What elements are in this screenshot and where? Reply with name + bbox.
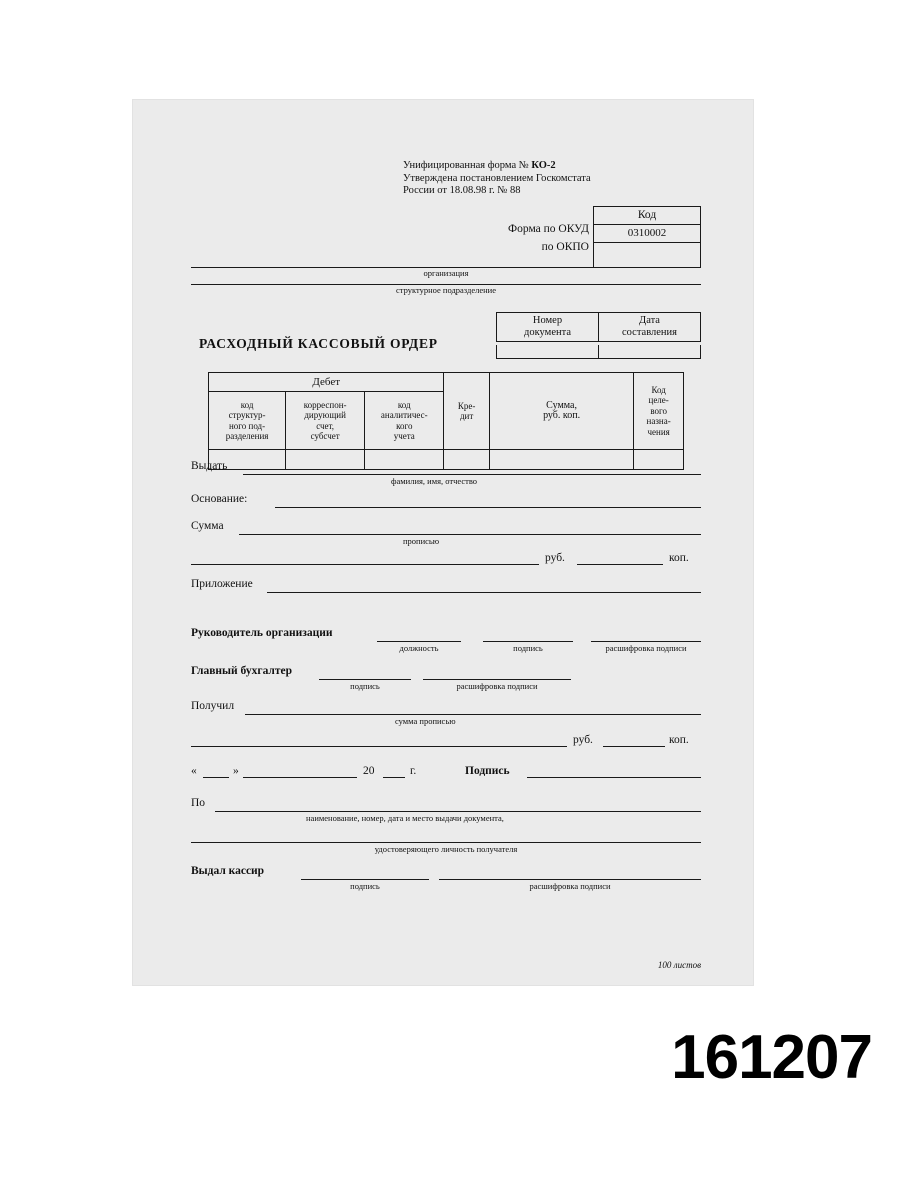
- field-issue-to: [191, 460, 701, 486]
- purpose-l3: вого: [650, 405, 667, 416]
- head-of-organization-label: Руководитель организации: [191, 627, 333, 639]
- doc-date-header-l2: составления: [622, 327, 677, 338]
- doc-number-value[interactable]: [496, 345, 599, 359]
- received-rub-rule[interactable]: [191, 746, 567, 747]
- debet-header: Дебет: [209, 373, 444, 392]
- column-header-amount: [489, 373, 633, 450]
- sheet-count-note: 100 листов: [657, 960, 701, 970]
- head-name-caption: расшифровка подписи: [605, 643, 687, 653]
- cashier-label: Выдал кассир: [191, 865, 265, 877]
- doc-number-header-l1: Номер: [532, 315, 563, 326]
- received-kop-rule[interactable]: [603, 746, 665, 747]
- head-position-rule[interactable]: [377, 641, 461, 642]
- field-amount-rub-kop: [191, 550, 701, 568]
- credit-l2: дит: [459, 411, 474, 421]
- field-received: [191, 700, 701, 726]
- form-identification-line1: [403, 160, 701, 173]
- doc-date-header-l1: Дата: [639, 315, 660, 326]
- corr-l3: счет,: [316, 420, 335, 431]
- doc-date-value[interactable]: [599, 345, 701, 359]
- head-signature-caption: подпись: [513, 643, 543, 653]
- field-head-of-organization: [191, 627, 701, 653]
- form-identification-prefix: Унифицированная форма №: [403, 160, 532, 171]
- doc-date-header: [599, 312, 701, 342]
- document-title: РАСХОДНЫЙ КАССОВЫЙ ОРДЕР: [199, 336, 438, 351]
- column-header-subdivision-code: [209, 392, 286, 450]
- field-date-signature: [191, 765, 701, 783]
- field-identity-document: [191, 797, 701, 823]
- code-column-header: Код: [593, 206, 701, 225]
- amount-l1: Сумма,: [546, 399, 577, 411]
- okpo-code-value: [593, 243, 701, 268]
- purpose-l4: назна-: [646, 416, 671, 427]
- code-column: [593, 206, 701, 268]
- kop-label: коп.: [669, 552, 689, 564]
- basis-rule[interactable]: [275, 507, 701, 508]
- identity-document-caption2: удостоверяющего личность получателя: [374, 844, 518, 854]
- document-sheet: [133, 100, 753, 985]
- okud-code-value: 0310002: [593, 225, 701, 243]
- okpo-label: по ОКПО: [541, 241, 589, 253]
- form-identification-line2: Утверждена постановлением Госкомстата: [403, 172, 591, 184]
- date-month-rule[interactable]: [243, 777, 357, 778]
- rub-label: руб.: [545, 552, 565, 564]
- docmeta-header: [496, 312, 701, 342]
- doc-number-header-l2: документа: [524, 327, 571, 338]
- column-header-corresponding-account: [286, 392, 365, 450]
- amount-words-label: Сумма: [191, 520, 224, 532]
- purpose-l5: чения: [647, 426, 670, 437]
- corr-l1: корреспон-: [303, 399, 347, 410]
- date-year-rule[interactable]: [383, 777, 405, 778]
- form-identification: [403, 160, 701, 198]
- identity-document-caption1: наименование, номер, дата и место выдачи документа,: [306, 813, 504, 823]
- field-received-rub-kop: [191, 732, 701, 750]
- subdiv-l1: код: [240, 399, 254, 410]
- purpose-l1: Код: [651, 384, 666, 395]
- accountant-name-rule[interactable]: [423, 679, 571, 680]
- field-attachment: [191, 578, 701, 596]
- field-cashier: [191, 865, 701, 891]
- article-number: 161207: [671, 1023, 872, 1092]
- received-label: Получил: [191, 700, 235, 712]
- date-quote-open: «: [191, 765, 197, 777]
- accountant-signature-rule[interactable]: [319, 679, 411, 680]
- year-prefix: 20: [363, 765, 375, 777]
- basis-label: Основание:: [191, 493, 248, 505]
- head-signature-rule[interactable]: [483, 641, 573, 642]
- cashier-name-caption: расшифровка подписи: [529, 881, 611, 891]
- amount-rub-rule[interactable]: [191, 564, 539, 565]
- organization-caption: организация: [423, 268, 469, 278]
- column-header-purpose-code: [634, 373, 684, 450]
- cashier-signature-rule[interactable]: [301, 879, 429, 880]
- field-basis: [191, 493, 701, 511]
- doc-number-header: [496, 312, 599, 342]
- received-rule[interactable]: [245, 714, 701, 715]
- corr-l2: дирующий: [304, 410, 346, 420]
- okud-label: Форма по ОКУД: [508, 223, 589, 235]
- signature-label: Подпись: [465, 765, 510, 777]
- document-content: [191, 160, 701, 970]
- head-name-rule[interactable]: [591, 641, 701, 642]
- head-position-caption: должность: [399, 643, 439, 653]
- accountant-signature-caption: подпись: [350, 681, 380, 691]
- anal-l1: код: [397, 399, 411, 410]
- identity-document-label: По: [191, 797, 206, 809]
- signature-rule[interactable]: [527, 777, 701, 778]
- field-identity-document-line2: [191, 836, 701, 854]
- amount-l2: руб. коп.: [543, 410, 581, 421]
- identity-document-rule2[interactable]: [191, 842, 701, 843]
- issue-to-rule[interactable]: [243, 474, 701, 475]
- subdiv-l3: ного под-: [228, 420, 266, 431]
- docmeta-values: [496, 345, 701, 359]
- purpose-l2: целе-: [648, 395, 669, 406]
- received-caption: сумма прописью: [395, 716, 456, 726]
- identity-document-rule[interactable]: [215, 811, 701, 812]
- form-code: КО-2: [531, 160, 556, 171]
- column-header-analytic-code: [365, 392, 444, 450]
- field-chief-accountant: [191, 665, 701, 691]
- anal-l2: аналитичес-: [380, 410, 428, 420]
- accountant-name-caption: расшифровка подписи: [456, 681, 538, 691]
- amount-kop-rule[interactable]: [577, 564, 663, 565]
- cashier-name-rule[interactable]: [439, 879, 701, 880]
- accounting-table: [208, 372, 684, 470]
- date-quote-close: »: [233, 765, 239, 777]
- column-header-credit: [444, 373, 490, 450]
- form-identification-line3: России от 18.08.98 г. № 88: [403, 185, 521, 196]
- subdiv-l2: структур-: [228, 410, 266, 420]
- amount-words-caption: прописью: [403, 536, 440, 546]
- year-suffix: г.: [410, 765, 417, 777]
- field-amount-words: [191, 520, 701, 546]
- anal-l3: кого: [396, 420, 413, 431]
- received-rub-label: руб.: [573, 734, 593, 746]
- amount-words-rule[interactable]: [239, 534, 701, 535]
- table-row-debet-header: [209, 373, 684, 392]
- corr-l4: субсчет: [310, 431, 340, 441]
- anal-l4: учета: [393, 431, 415, 441]
- subdivision-caption: структурное подразделение: [396, 285, 496, 295]
- subdiv-l4: разделения: [225, 431, 269, 441]
- cashier-signature-caption: подпись: [350, 881, 380, 891]
- chief-accountant-label: Главный бухгалтер: [191, 665, 293, 677]
- attachment-rule[interactable]: [267, 592, 701, 593]
- issue-to-label: Выдать: [191, 460, 228, 472]
- received-kop-label: коп.: [669, 734, 689, 746]
- attachment-label: Приложение: [191, 578, 253, 590]
- issue-to-caption: фамилия, имя, отчество: [391, 476, 478, 486]
- date-day-rule[interactable]: [203, 777, 229, 778]
- credit-l1: Кре-: [457, 400, 476, 411]
